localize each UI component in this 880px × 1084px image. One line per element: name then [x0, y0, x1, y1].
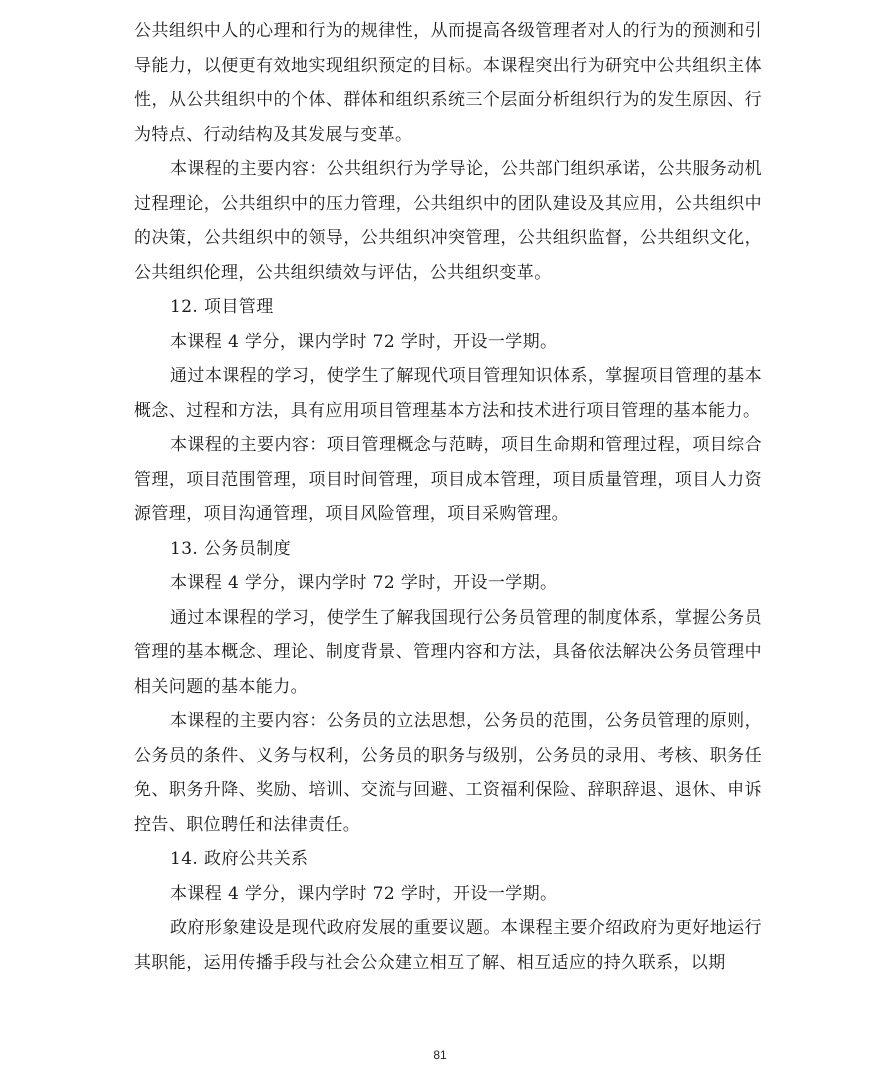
section-objective: 通过本课程的学习，使学生了解现代项目管理知识体系，掌握项目管理的基本概念、过程和方法，具有应用项目管理基本方法和技术进行项目管理的基本能力。 [134, 366, 762, 421]
section-content: 本课程的主要内容：公务员的立法思想，公务员的范围，公务员管理的原则，公务员的条件、义务与权利，公务员的职务与级别，公务员的录用、考核、职务任免、职务升降、奖励、培训、交流与回避、工资福利保险、辞职辞退、退休、申诉控告、职位聘任和法律责任。 [134, 711, 762, 835]
section-credit-line: 本课程 4 学分，课内学时 72 学时，开设一学期。 [170, 883, 558, 904]
section-heading-government-pr: 14. 政府公共关系 [170, 849, 309, 869]
section-credit-line: 本课程 4 学分，课内学时 72 学时，开设一学期。 [170, 331, 558, 352]
section-content: 本课程的主要内容：项目管理概念与范畴，项目生命期和管理过程，项目综合管理，项目范围管理，项目时间管理，项目成本管理，项目质量管理，项目人力资源管理，项目沟通管理，项目风险管理，项目采购管理。 [134, 435, 762, 524]
page-number: 81 [433, 1048, 447, 1062]
section-credit-line: 本课程 4 学分，课内学时 72 学时，开设一学期。 [170, 573, 558, 593]
section-objective: 通过本课程的学习，使学生了解我国现行公务员管理的制度体系，掌握公务员管理的基本概念、理论、制度背景、管理内容和方法，具备依法解决公务员管理中相关问题的基本能力。 [134, 607, 762, 697]
section-heading-project-management: 12. 项目管理 [170, 297, 274, 317]
document-body [134, 14, 762, 980]
section-objective: 政府形象建设是现代政府发展的重要议题。本课程主要介绍政府为更好地运行其职能，运用传播手段与社会公众建立相互了解、相互适应的持久联系，以期 [134, 918, 762, 973]
section-heading-civil-service: 13. 公务员制度 [170, 538, 292, 559]
paragraph-org-behavior-content: 本课程的主要内容：公共组织行为学导论，公共部门组织承诺，公共服务动机过程理论，公共组织中的压力管理，公共组织中的团队建设及其应用，公共组织中的决策，公共组织中的领导，公共组织冲突管理，公共组织监督，公共组织文化，公共组织伦理，公共组织绩效与评估，公共组织变革。 [134, 159, 762, 283]
paragraph-org-behavior-intro: 公共组织中人的心理和行为的规律性，从而提高各级管理者对人的行为的预测和引导能力，以便更有效地实现组织预定的目标。本课程突出行为研究中公共组织主体性，从公共组织中的个体、群体和组织系统三个层面分析组织行为的发生原因、行为特点、行动结构及其发展与变革。 [134, 21, 762, 145]
